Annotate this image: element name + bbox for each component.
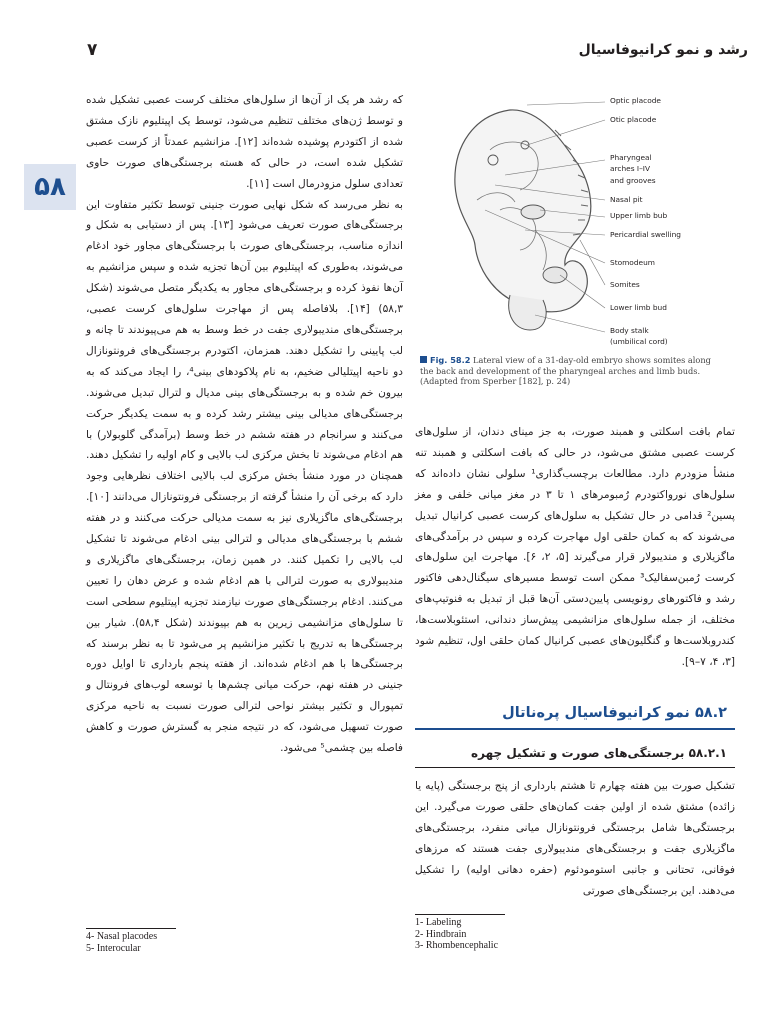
footnote: 5- Interocular	[86, 942, 141, 954]
section-heading: ۵۸.۲ نمو کرانیوفاسیال پره‌ناتال	[415, 700, 735, 730]
paragraph: تشکیل صورت بین هفته چهارم تا هشتم بارداری از پنج برجستگی (پایه یا زائده) مشتق شده از اولین جفت کمان‌های حلقی صورت می‌گیرد. این برجستگی‌ها شامل برجستگی فرونتونازال میانی منفرد، برجستگی‌های ماگزیلاری جفت و برجستگی‌های مندیبولاری جفت هستند که مرزهای فوقانی، تحتانی و جانبی استومودئوم (حفره دهانی اولیه) را تشکیل می‌دهند. این برجستگی‌های صورتی	[415, 780, 735, 897]
figure-label: Optic placode	[610, 96, 661, 105]
footnote-rule	[86, 928, 176, 929]
page-number: ۷	[87, 40, 98, 60]
figure-label: Stomodeum	[610, 258, 655, 267]
running-head: رشد و نمو کرانیوفاسیال	[578, 42, 748, 58]
footnote: 1- Labeling	[415, 917, 462, 928]
figure-caption-label: Fig. 58.2	[430, 355, 471, 365]
figure-label: Nasal pit	[610, 195, 643, 204]
figure-caption-text: Lateral view of a 31-day-old embryo shows somites along the back and development of the pharyngeal arches and limb buds. (Adapted from Sperber [182], p. 24)	[420, 355, 711, 387]
footnote-rule	[415, 914, 505, 915]
embryo-figure	[415, 90, 745, 390]
figure-label: (umbilical cord)	[610, 337, 668, 346]
figure-label: Somites	[610, 280, 640, 289]
right-column-text	[415, 422, 735, 673]
footnotes-right	[415, 917, 498, 952]
page-header	[30, 40, 748, 64]
subsection-heading: ۵۸.۲.۱ برجستگی‌های صورت و تشکیل چهره	[415, 738, 735, 768]
footnote: 4- Nasal placodes	[86, 931, 158, 942]
left-column-text	[86, 90, 403, 759]
figure-label: Pericardial swelling	[610, 230, 681, 239]
embryo-illustration	[415, 90, 745, 350]
figure-label: Lower limb bud	[610, 303, 667, 312]
figure-label: Pharyngeal	[610, 153, 652, 162]
section-body-text	[415, 776, 735, 901]
figure-marker-icon	[420, 356, 427, 363]
figure-label: Otic placode	[610, 115, 657, 124]
paragraph: تمام بافت اسکلتی و همبند صورت، به جز مینای دندان، از سلول‌های کرست عصبی مشتق می‌شود، در حالی که بافت اسکلتی و همبند تنه منشأ مزودرم دارد. مطالعات برچسب‌گذاری¹ سلولی نشان داده‌اند که سلول‌های نورواکتودرم رُمبومرهای ۱ تا ۳ در مغز میانی خلفی و مغز پسین² قدامی در حال تشکیل به سلول‌های کرست عصبی کرانیال تبدیل می‌شوند که به کمان حلقی اول مهاجرت کرده و سپس در برآمدگی‌های ماگزیلاری و مندیبولار قرار می‌گیرند [۵، ۲، ۶]. مهاجرت این سلول‌های کرست رُمبن‌سفالیک³ ممکن است توسط مسیرهای سیگنال‌دهی فاکتور رشد و فاکتورهای رونویسی پایین‌دستی آن‌ها قبل از تبدیل به فنوتیپ‌های مختلف، از جمله سلول‌های مزانشیمی پیش‌ساز دندانی، استئوبلاست‌ها، کندروبلاست‌ها و گنگلیون‌های عصبی کرانیال کمان حلقی اول، تنظیم شود [۳، ۴، ۷–۹].	[415, 426, 735, 668]
footnote: 2- Hindbrain	[415, 928, 467, 940]
figure-label: Body stalk	[610, 326, 649, 335]
figure-label: and grooves	[610, 176, 656, 185]
footnote: 3- Rhombencephalic	[415, 940, 499, 951]
paragraph: که رشد هر یک از آن‌ها از سلول‌های مختلف کرست عصبی تشکیل شده و توسط ژن‌های مختلف تنظیم می‌شود، توسط یک اپیتلیوم نازک مشتق شده از اکتودرم پوشیده شده‌اند [۱۲]. مزانشیم عمدتاً از کرست عصبی تشکیل شده است، در حالی که هسته برجستگی‌های صورت حاوی تعدادی سلول مزودرمال است [۱۱].	[86, 94, 403, 190]
figure-label: arches I–IV	[610, 164, 651, 173]
figure-caption	[420, 355, 720, 387]
figure-label: Upper limb bub	[610, 211, 668, 220]
chapter-number-tab: ۵۸	[24, 164, 76, 210]
footnotes-left	[86, 931, 157, 954]
paragraph: به نظر می‌رسد که شکل نهایی صورت جنینی توسط تکثیر متفاوت این برجستگی‌های صورت تعریف می‌شود [۱۳]. پس از دستیابی به شکل و اندازه مناسب، برجستگی‌های صورت با برجستگی‌های مجاور خود ادغام می‌شوند، به‌طوری که اپیتلیوم بین آن‌ها تجزیه شده و سپس مزانشیم به آن‌ها نفوذ کرده و برجستگی‌های مجاور به یکدیگر متصل می‌شوند (شکل ۵۸,۳) [۱۴]. بلافاصله پس از مهاجرت سلول‌های کرست عصبی، برجستگی‌های مندیبولاری جفت در خط وسط به هم می‌پیوندند تا چانه و لب پایینی را تشکیل دهند. همزمان، اکتودرم برجستگی‌های فرونتونازال دو ناحیه اپیتلیالی ضخیم، به نام پلاکودهای بینی⁴، را ایجاد می‌کند که به بیرون خم شده و به برجستگی‌های بینی مدیال و لترال تبدیل می‌شوند. برجستگی‌های مدیالی بینی بیشتر رشد کرده و به سمت یکدیگر حرکت می‌کنند و سرانجام در هفته ششم در خط وسط (برآمدگی گلوبولار) با هم ادغام می‌شوند تا بخش مرکزی لب بالایی و کام اولیه را تشکیل دهند. همچنان در مورد منشأ بخش مرکزی لب بالایی اختلاف نظرهایی وجود دارد که برخی آن را منشأ گرفته از برجستگی فرونتونازال می‌دانند [۱۰]. برجستگی‌های ماگزیلاری نیز به سمت مدیالی حرکت می‌کنند و در هفته ششم با برجستگی‌های مدیالی و لترالی بینی ادغام می‌شوند تا تشکیل لب بالایی را تکمیل کنند. در همین زمان، برجستگی‌های ماگزیلاری و مندیبولاری به صورت لترالی با هم ادغام شده و عرض دهان را تعیین می‌کنند. ادغام برجستگی‌های صورت نیازمند تجزیه اپیتلیوم سطحی است تا سلول‌های مزانشیمی زیرین به هم بپیوندند (شکل ۵۸,۴). شیار بین برجستگی‌ها به تدریج با تکثیر مزانشیم پر می‌شود تا به نظر برسند که برجستگی‌ها با هم ادغام شده‌اند. از هفته پنجم بارداری تا اوایل دوره جنینی در هفته نهم، حرکت میانی چشم‌ها با توسعه لوب‌های فرونتال و تمپورال و تکثیر بیشتر نواحی لترالی صورت نسبت به ناحیه مرکزی صورت تسهیل می‌شود، که در نتیجه منجر به گسترش صورت و کاهش فاصله بین چشمی⁵ می‌شود.	[86, 198, 403, 755]
